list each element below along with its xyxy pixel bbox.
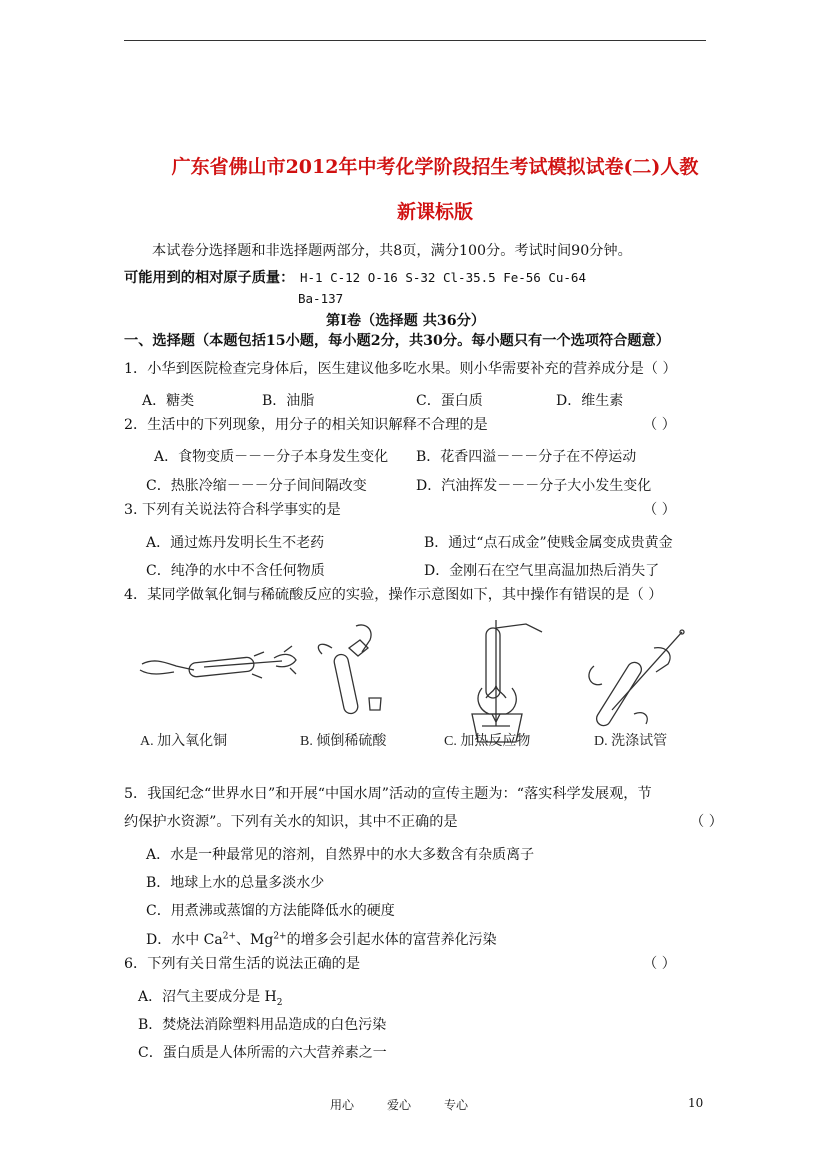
q6-option-b: B．焚烧法消除塑料用品造成的白色污染 (138, 1017, 387, 1033)
q3-option-c: C．纯净的水中不含任何物质 (146, 563, 325, 579)
section-heading: 第Ⅰ卷（选择题 共36分） (326, 313, 486, 329)
q1-stem: 1．小华到医院检查完身体后，医生建议他多吃水果。则小华需要补充的营养成分是（ ） (124, 361, 677, 377)
q5-option-d-mid: 、Mg (236, 932, 274, 948)
q6-option-a-sub: 2 (276, 997, 283, 1008)
figure-c-heating (472, 620, 542, 742)
part-heading: 一、选择题（本题包括15小题，每小题2分，共30分。每小题只有一个选项符合题意） (124, 333, 670, 349)
figure-a-horizontal-tube (140, 646, 296, 678)
figure-label-b: B. 倾倒稀硫酸 (300, 734, 387, 749)
figure-d-washing (589, 630, 684, 728)
footer-left: 用心 (330, 1098, 355, 1112)
q6-stem: 6．下列有关日常生活的说法正确的是 (124, 956, 361, 972)
q2-paren: （ ） (643, 417, 676, 433)
q3-option-d: D．金刚石在空气里高温加热后消失了 (424, 563, 660, 579)
q5-option-d (146, 929, 497, 949)
header-rule (124, 40, 706, 41)
figure-b-pouring (318, 625, 381, 715)
figure-label-a: A. 加入氧化铜 (140, 734, 228, 749)
q5-option-d-sup2: 2+ (273, 931, 287, 942)
q2-option-d: D．汽油挥发－－－分子大小发生变化 (416, 478, 652, 494)
intro-text: 本试卷分选择题和非选择题两部分，共8页，满分100分。考试时间90分钟。 (152, 243, 632, 259)
q2-stem: 2．生活中的下列现象，用分子的相关知识解释不合理的是 (124, 417, 488, 433)
q5-option-d-pre: D．水中 Ca (146, 932, 223, 948)
q2-option-c: C．热胀冷缩－－－分子间间隔改变 (146, 478, 367, 494)
q1-option-b: B．油脂 (262, 393, 315, 409)
footer-mid: 爱心 (387, 1098, 412, 1112)
q1-option-a: A．糖类 (142, 393, 195, 409)
page-title-line2: 新课标版 (396, 201, 473, 223)
page-title-line1: 广东省佛山市2012年中考化学阶段招生考试模拟试卷(二)人教 (171, 156, 699, 178)
q5-option-d-sup1: 2+ (222, 931, 237, 942)
q5-paren: （ ） (690, 814, 723, 830)
masses-values-2: Ba-137 (298, 291, 344, 306)
figure-label-c: C. 加热反应物 (444, 734, 531, 749)
figure-label-d: D. 洗涤试管 (594, 734, 668, 749)
q5-option-c: C．用煮沸或蒸馏的方法能降低水的硬度 (146, 903, 395, 919)
q5-stem-line2: 约保护水资源”。下列有关水的知识，其中不正确的是 (124, 814, 458, 830)
q5-option-b: B．地球上水的总量多淡水少 (146, 875, 325, 891)
q6-option-a-pre: A．沼气主要成分是 H (138, 989, 277, 1005)
masses-values: H-1 C-12 O-16 S-32 Cl-35.5 Fe-56 Cu-64 (300, 270, 586, 285)
q6-paren: （ ） (643, 956, 676, 972)
q3-paren: （ ） (643, 502, 676, 518)
q5-option-a: A．水是一种最常见的溶剂，自然界中的水大多数含有杂质离子 (146, 847, 535, 863)
q1-option-d: D．维生素 (556, 393, 624, 409)
q1-option-c: C．蛋白质 (416, 393, 483, 409)
q6-option-c: C．蛋白质是人体所需的六大营养素之一 (138, 1045, 387, 1061)
q6-option-a (138, 986, 283, 1008)
q2-option-b: B．花香四溢－－－分子在不停运动 (416, 449, 637, 465)
q5-stem-line1: 5．我国纪念“世界水日”和开展“中国水周”活动的宣传主题为：“落实科学发展观，节 (124, 786, 652, 802)
masses-label: 可能用到的相对原子质量： (124, 270, 295, 286)
q3-option-b: B．通过“点石成金”使贱金属变成贵黄金 (424, 535, 673, 551)
page-number: 10 (688, 1096, 704, 1110)
q5-option-d-post: 的增多会引起水体的富营养化污染 (286, 932, 497, 948)
q4-stem: 4．某同学做氧化铜与稀硫酸反应的实验，操作示意图如下，其中操作有错误的是（ ） (124, 587, 663, 603)
q3-stem: 3. 下列有关说法符合科学事实的是 (124, 502, 341, 518)
q3-option-a: A．通过炼丹发明长生不老药 (146, 535, 325, 551)
q2-option-a: A．食物变质－－－分子本身发生变化 (154, 449, 389, 465)
footer-right: 专心 (444, 1098, 469, 1112)
